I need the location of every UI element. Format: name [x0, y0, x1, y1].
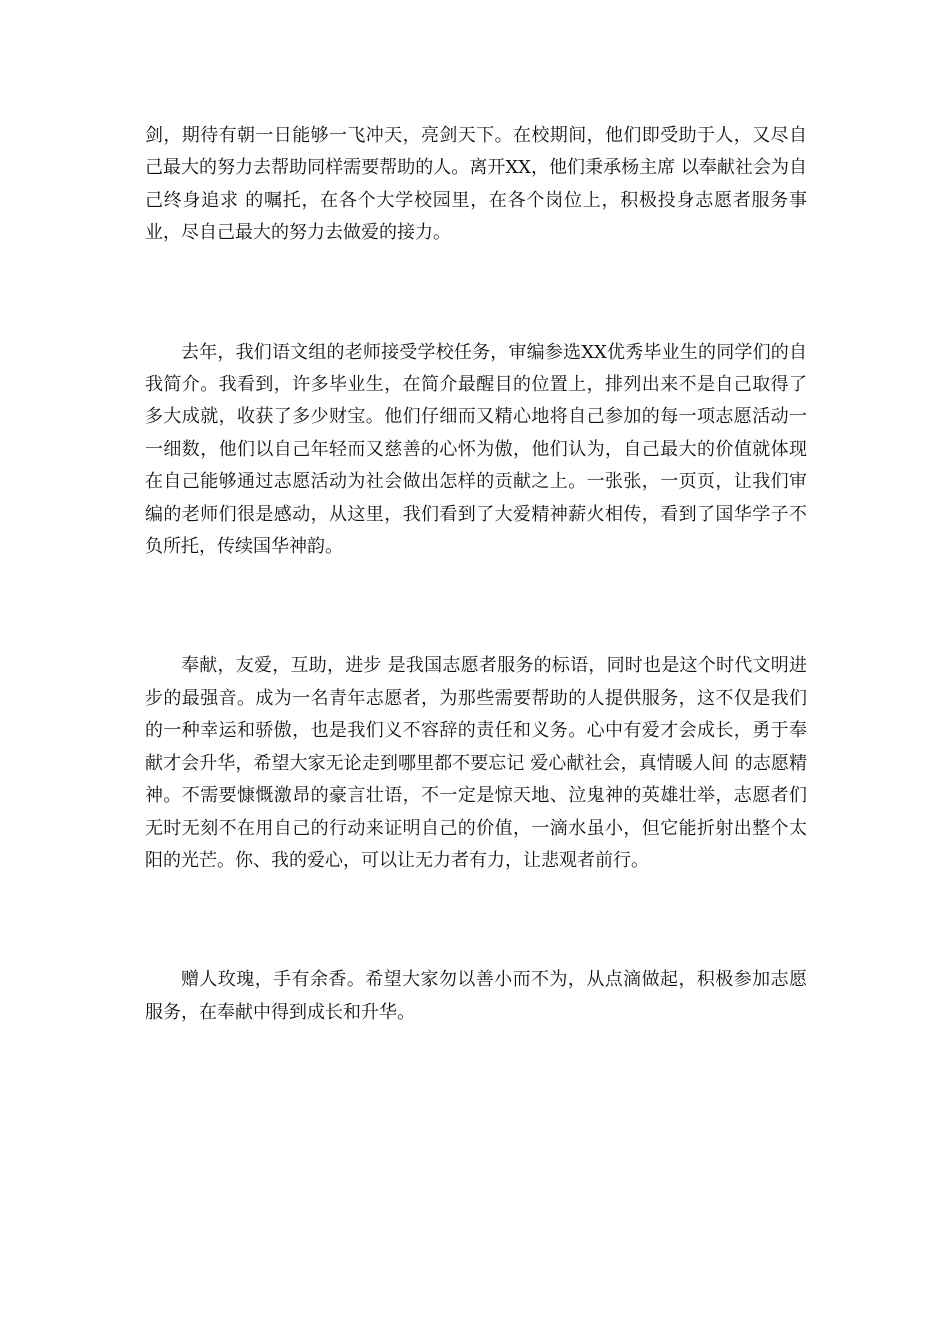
- paragraph-3: 奉献，友爱，互助，进步 是我国志愿者服务的标语，同时也是这个时代文明进步的最强音。成为一名青年志愿者，为那些需要帮助的人提供服务，这不仅是我们的一种幸运和骄傲，也是我们义不容辞的责任和义务。心中有爱才会成长，勇于奉献才会升华，希望大家无论走到哪里都不要忘记 爱心献社会，真情暖人间 的志愿精神。不需要慷慨激昂的豪言壮语，不一定是惊天地、泣鬼神的英雄壮举，志愿者们无时无刻不在用自己的行动来证明自己的价值，一滴水虽小，但它能折射出整个太阳的光芒。你、我的爱心，可以让无力者有力，让悲观者前行。: [145, 655, 807, 871]
- paragraph-2: 去年，我们语文组的老师接受学校任务，审编参选XX优秀毕业生的同学们的自我简介。我看到，许多毕业生，在简介最醒目的位置上，排列出来不是自己取得了多大成就，收获了多少财宝。他们仔细而又精心地将自己参加的每一项志愿活动一一细数，他们以自己年轻而又慈善的心怀为傲，他们认为，自己最大的价值就体现在自己能够通过志愿活动为社会做出怎样的贡献之上。一张张，一页页，让我们审编的老师们很是感动，从这里，我们看到了大爱精神薪火相传，看到了国华学子不负所托，传续国华神韵。: [145, 341, 807, 558]
- paragraph-4: 赠人玫瑰，手有余香。希望大家勿以善小而不为，从点滴做起，积极参加志愿服务，在奉献中得到成长和升华。: [145, 969, 807, 1023]
- document-body: [145, 120, 807, 1029]
- paragraph-1: 剑，期待有朝一日能够一飞冲天，亮剑天下。在校期间，他们即受助于人，又尽自己最大的努力去帮助同样需要帮助的人。离开XX，他们秉承杨主席 以奉献社会为自己终身追求 的嘱托，在各个大学校园里，在各个岗位上，积极投身志愿者服务事业，尽自己最大的努力去做爱的接力。: [145, 125, 807, 244]
